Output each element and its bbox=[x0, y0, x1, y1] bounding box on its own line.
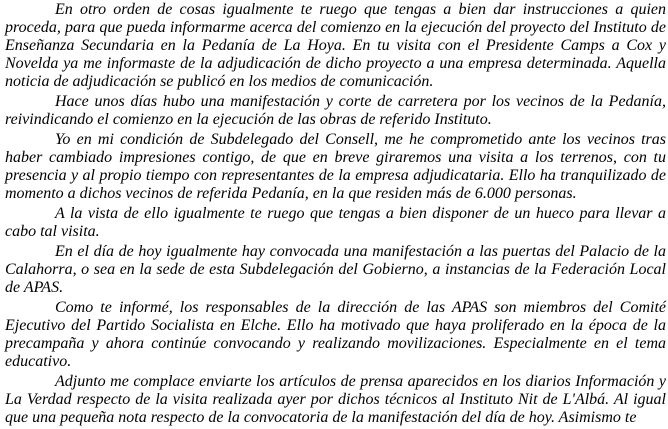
paragraph-6: Como te informé, los responsables de la dirección de las APAS son miembros del Comité Ejecutivo del Partido Socialista en Elche. Ello ha motivado que haya proliferado en la época de la precampaña y ahora continúe convocando y realizando movilizaciones. Especialmente en el tema educativo. bbox=[5, 299, 666, 370]
paragraph-4: A la vista de ello igualmente te ruego que tengas a bien disponer de un hueco para llevar a cabo tal visita. bbox=[5, 205, 666, 240]
paragraph-1: En otro orden de cosas igualmente te ruego que tengas a bien dar instrucciones a quien proceda, para que pueda informarme acerca del comienzo en la ejecución del proyecto del Instituto de Enseñanza Secundaria en la Pedanía de La Hoya. En tu visita con el Presidente Camps a Cox y Novelda ya me informaste de la adjudicación de dicho proyecto a una empresa determinada. Aquella noticia de adjudicación se publicó en los medios de comunicación. bbox=[5, 1, 666, 90]
paragraph-2: Hace unos días hubo una manifestación y corte de carretera por los vecinos de la Pedanía, reivindicando el comienzo en la ejecución de las obras de referido Instituto. bbox=[5, 93, 666, 128]
document-body bbox=[5, 1, 666, 429]
paragraph-5: En el día de hoy igualmente hay convocada una manifestación a las puertas del Palacio de la Calahorra, o sea en la sede de esta Subdelegación del Gobierno, a instancias de la Federación Local de APAS. bbox=[5, 243, 666, 296]
paragraph-3: Yo en mi condición de Subdelegado del Consell, me he comprometido ante los vecinos tras haber cambiado impresiones contigo, de que en breve giraremos una visita a los terrenos, con tu presencia y al propio tiempo con representantes de la empresa adjudicataria. Ello ha tranquilizado de momento a dichos vecinos de referida Pedanía, en la que residen más de 6.000 personas. bbox=[5, 131, 666, 202]
paragraph-7: Adjunto me complace enviarte los artículos de prensa aparecidos en los diarios Información y La Verdad respecto de la visita realizada ayer por dichos técnicos al Instituto Nit de L'Albá. Al igual que una pequeña nota respecto de la convocatoria de la manifestación del día de hoy. Asimismo te bbox=[5, 373, 666, 426]
